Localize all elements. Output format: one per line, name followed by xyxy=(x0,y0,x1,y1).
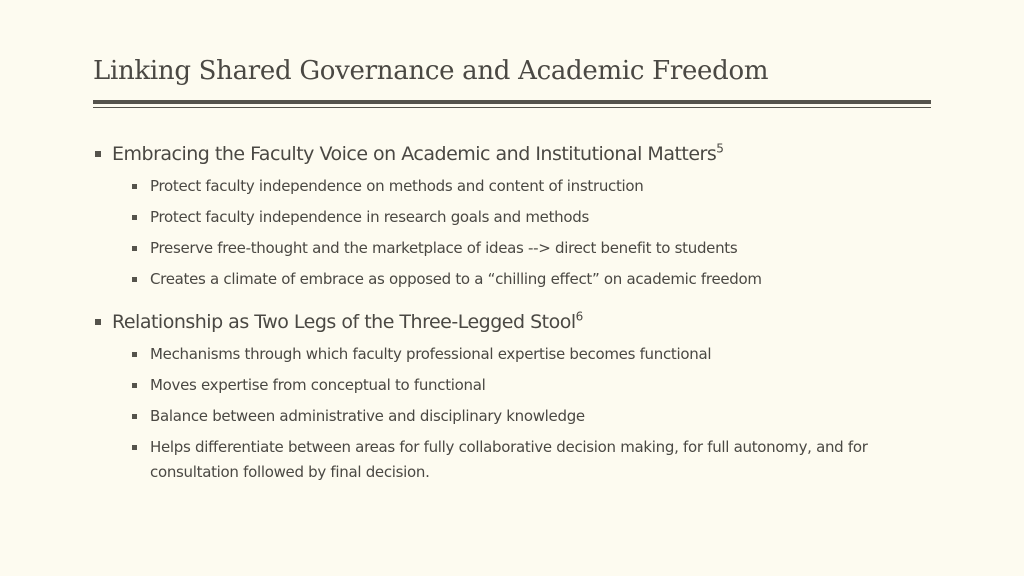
list-item-text: Helps differentiate between areas for fully collaborative decision making, for full autonomy, and for consultation followed by final decision. xyxy=(150,438,868,481)
square-bullet-icon xyxy=(95,319,101,325)
sub-bullet-list xyxy=(93,174,913,292)
list-item-text: Preserve free-thought and the marketplace of ideas --> direct benefit to students xyxy=(150,239,738,257)
list-item-text: Protect faculty independence on methods and content of instruction xyxy=(150,177,644,195)
list-item xyxy=(93,435,913,485)
slide-content xyxy=(93,140,913,485)
footnote-marker: 5 xyxy=(716,141,724,156)
list-item xyxy=(93,174,913,199)
list-item-text: Balance between administrative and disciplinary knowledge xyxy=(150,407,585,425)
square-bullet-icon xyxy=(132,184,137,189)
list-item xyxy=(93,205,913,230)
section-heading xyxy=(93,140,913,168)
section-heading xyxy=(93,308,913,336)
sub-bullet-list xyxy=(93,342,913,485)
square-bullet-icon xyxy=(132,352,137,357)
square-bullet-icon xyxy=(132,383,137,388)
square-bullet-icon xyxy=(132,246,137,251)
square-bullet-icon xyxy=(132,414,137,419)
section-heading-text: Embracing the Faculty Voice on Academic and Institutional Matters xyxy=(112,143,717,165)
footnote-marker: 6 xyxy=(575,309,583,324)
slide-title: Linking Shared Governance and Academic Freedom xyxy=(93,56,769,86)
list-item-text: Creates a climate of embrace as opposed to a “chilling effect” on academic freedom xyxy=(150,270,762,288)
section-heading-text: Relationship as Two Legs of the Three-Legged Stool xyxy=(112,311,576,333)
section-faculty-voice xyxy=(93,140,913,292)
title-underline-thin xyxy=(93,107,931,108)
list-item xyxy=(93,267,913,292)
square-bullet-icon xyxy=(132,215,137,220)
list-item-text: Moves expertise from conceptual to functional xyxy=(150,376,486,394)
list-item-text: Protect faculty independence in research goals and methods xyxy=(150,208,589,226)
title-underline-thick xyxy=(93,100,931,104)
list-item xyxy=(93,342,913,367)
square-bullet-icon xyxy=(132,277,137,282)
list-item xyxy=(93,404,913,429)
list-item xyxy=(93,373,913,398)
section-three-legged-stool xyxy=(93,308,913,485)
list-item xyxy=(93,236,913,261)
list-item-text: Mechanisms through which faculty professional expertise becomes functional xyxy=(150,345,712,363)
square-bullet-icon xyxy=(132,445,137,450)
section-spacer xyxy=(93,292,913,308)
square-bullet-icon xyxy=(95,151,101,157)
